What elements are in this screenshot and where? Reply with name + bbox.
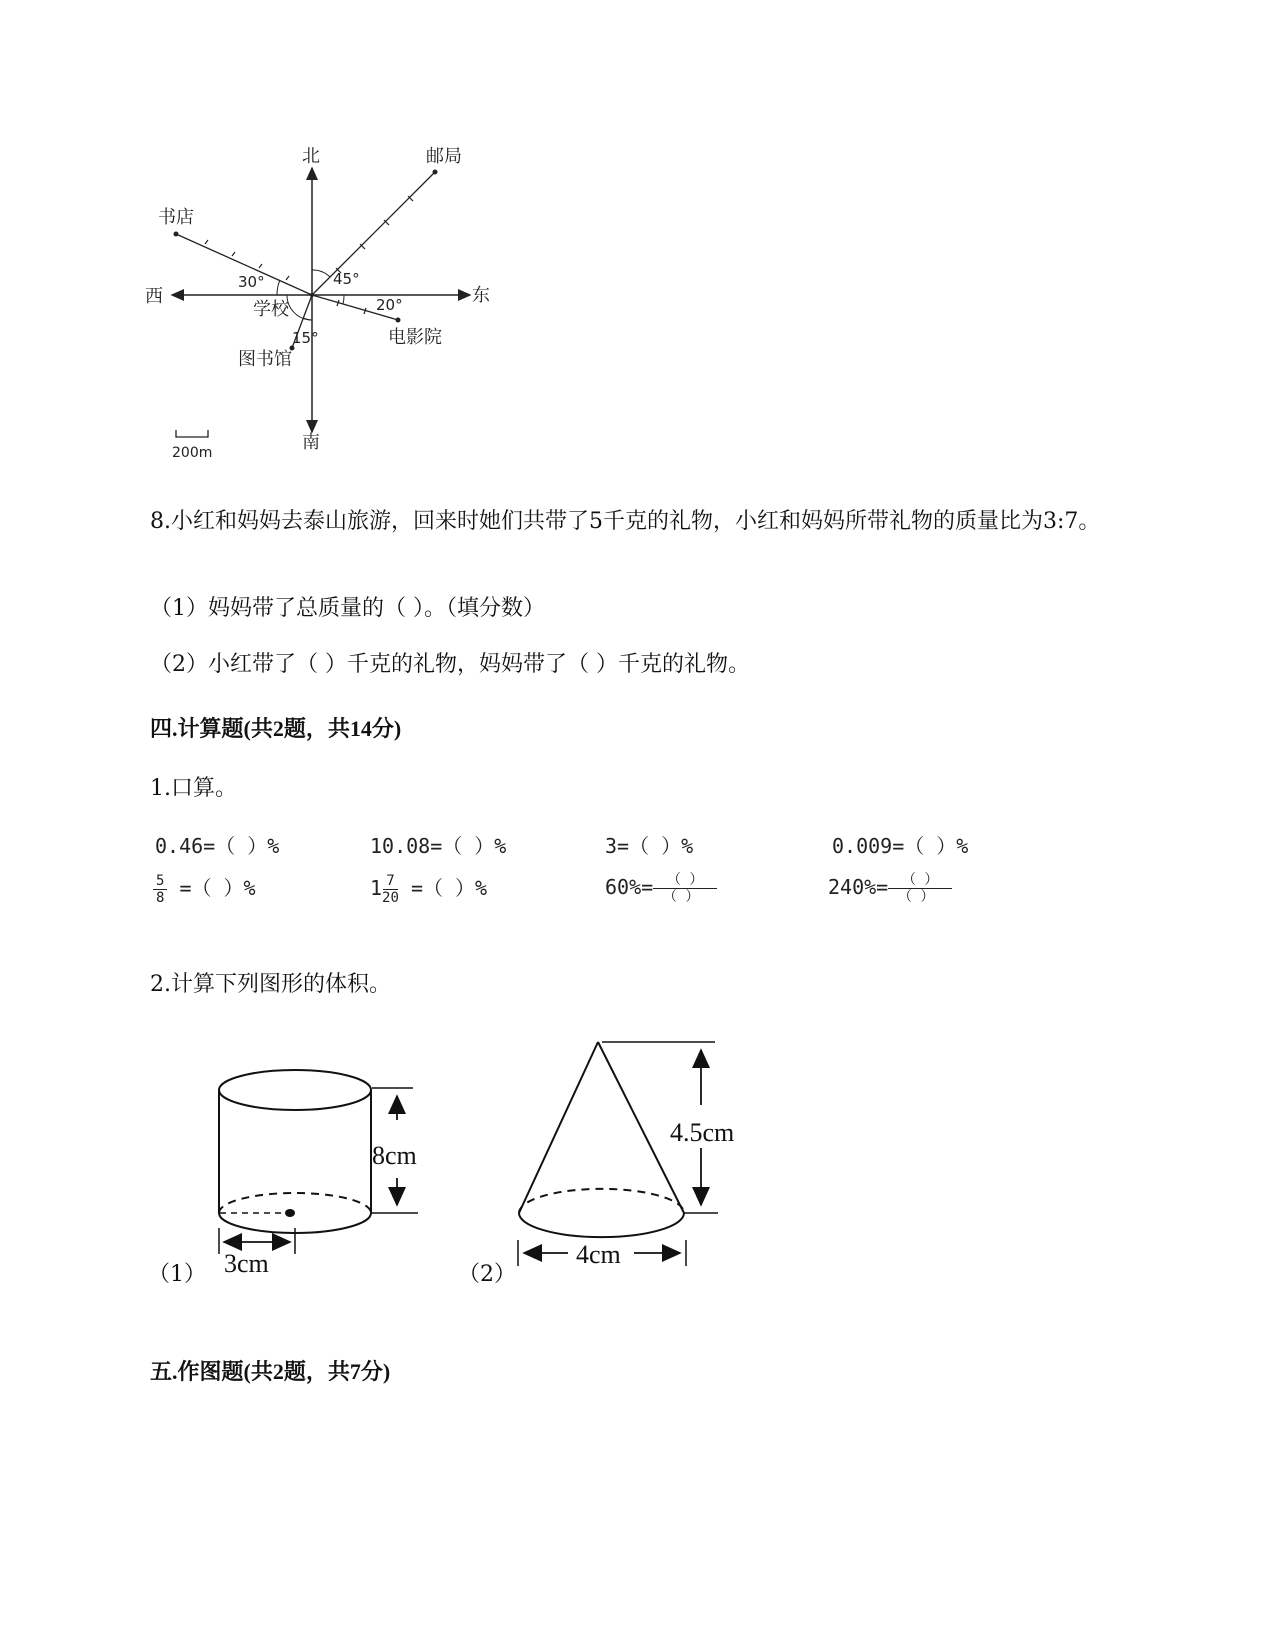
angle-20: 20° [376,296,403,314]
fraction-numerator: 5 [153,873,167,890]
calc-item: 10.08=（ ）% [370,834,507,858]
cylinder-height-label: 8cm [372,1141,417,1170]
angle-30: 30° [238,273,265,291]
q8-part2: （2）小红带了（ ）千克的礼物，妈妈带了（ ）千克的礼物。 [150,652,750,677]
calc-item: 0.46=（ ）% [155,834,280,858]
q8-stem: 8.小红和妈妈去泰山旅游，回来时她们共带了5千克的礼物，小红和妈妈所带礼物的质量比为3:7。 [150,509,1101,534]
fraction-denominator: 8 [156,890,165,906]
label-east: 东 [472,285,490,306]
figure-1-label: （1） [148,1262,206,1287]
cylinder-figure [200,1060,440,1290]
section4-title: 四.计算题(共2题，共14分) [150,716,402,741]
calc-item: 0.009=（ ）% [832,834,969,858]
q2-title: 2.计算下列图形的体积。 [150,972,391,997]
angle-45: 45° [333,270,360,288]
figure-2-label: （2） [458,1262,516,1287]
calc-item: 3=（ ）% [605,834,694,858]
blank-numerator: （ ） [653,872,717,889]
label-bookstore: 书店 [158,207,194,228]
label-north: 北 [302,146,320,167]
blank-denominator: （ ） [898,889,935,905]
cone-diameter-label: 4cm [576,1240,621,1269]
mixed-whole: 1 [370,876,383,900]
calc-rest: =（ ）% [398,876,488,900]
calc-left: 60%= [605,875,654,899]
label-library: 图书馆 [238,349,292,370]
compass-diagram [140,140,500,470]
cone-height-label: 4.5cm [670,1118,735,1147]
ray-post-office [312,172,435,295]
label-cinema: 电影院 [388,327,442,348]
section5-title: 五.作图题(共2题，共7分) [150,1359,391,1384]
calc-item [153,872,256,906]
q1-title: 1.口算。 [150,776,237,801]
calc-item [605,872,717,905]
cone-figure [510,1030,770,1280]
scale-label: 200m [172,445,213,461]
calc-left: 240%= [828,875,889,899]
cylinder-radius-label: 3cm [224,1249,269,1278]
label-west: 西 [145,286,163,307]
scale-bar [176,430,208,437]
q8-part1: （1）妈妈带了总质量的（ ）。（填分数） [150,596,545,621]
calc-rest: =（ ）% [167,876,256,900]
fraction-numerator: 7 [383,873,397,890]
blank-denominator: （ ） [662,889,700,905]
blank-numerator: （ ） [888,872,952,889]
label-south: 南 [302,432,320,453]
label-school: 学校 [253,299,289,320]
angle-15: 15° [292,329,319,347]
calc-item [370,872,487,906]
calc-item [828,872,952,905]
fraction-denominator: 20 [382,890,399,906]
label-post-office: 邮局 [426,146,462,167]
